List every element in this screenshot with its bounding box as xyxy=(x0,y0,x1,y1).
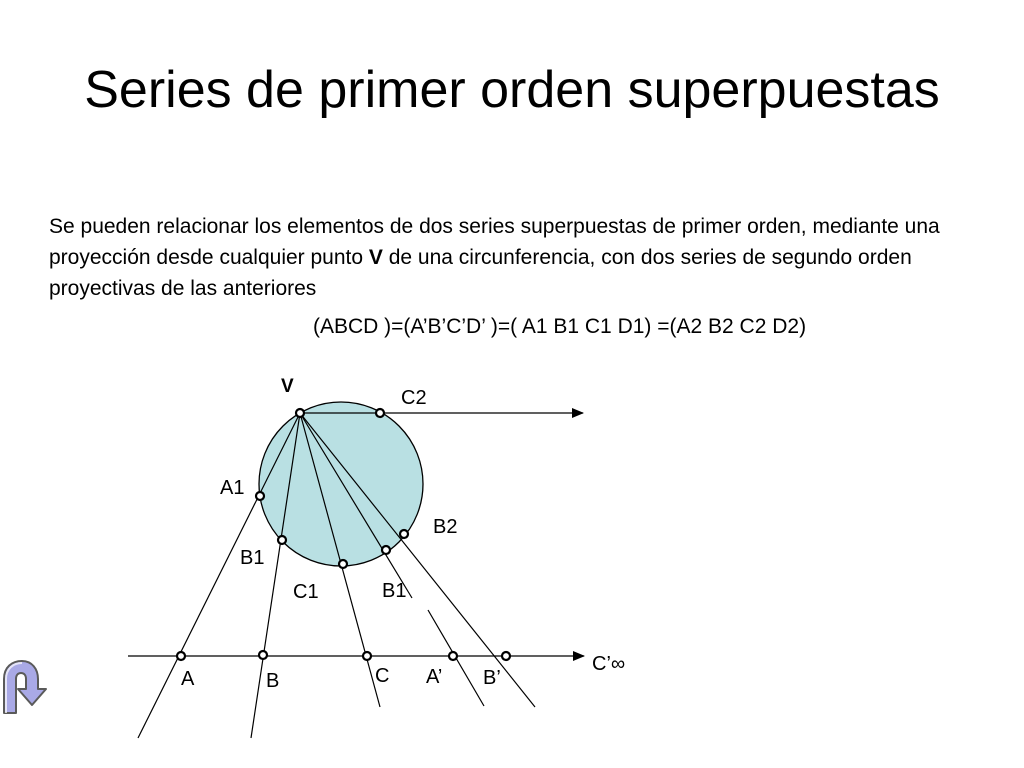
return-arrow-icon xyxy=(0,655,52,721)
point-c xyxy=(363,652,371,660)
label-a: A xyxy=(181,668,195,690)
paragraph-text-1: Se pueden relacionar los elementos de dos series superpuestas de primer orden, mediante una proyección desde cualquier punto xyxy=(49,215,940,269)
point-b1-left xyxy=(278,536,286,544)
point-a xyxy=(177,652,185,660)
point-b-prime xyxy=(502,652,510,660)
label-a1: A1 xyxy=(220,477,245,499)
label-c: C xyxy=(375,665,390,687)
label-b1-right: B1 xyxy=(382,580,407,602)
point-a1 xyxy=(256,492,264,500)
point-v xyxy=(296,409,304,417)
label-b: B xyxy=(266,670,280,692)
paragraph-bold-v: V xyxy=(368,246,383,269)
label-v: V xyxy=(281,376,294,397)
label-a-prime: A’ xyxy=(426,666,443,688)
cross-ratio-formula: (ABCD )=(A’B’C’D’ )=( A1 B1 C1 D1) =(A2 B2 C2 D2) xyxy=(313,315,807,338)
slide-title: Series de primer orden superpuestas xyxy=(84,61,940,119)
paragraph-text-2: de una circunferencia, con dos series de segundo orden proyectivas de las anteriores xyxy=(49,246,912,300)
point-a-prime xyxy=(449,652,457,660)
label-c2: C2 xyxy=(401,387,427,409)
label-b-prime: B’ xyxy=(483,667,501,689)
point-b1-right xyxy=(382,546,390,554)
label-b2: B2 xyxy=(433,516,458,538)
point-c1 xyxy=(339,560,347,568)
point-b2 xyxy=(400,530,408,538)
point-c2 xyxy=(376,409,384,417)
return-nav-button[interactable] xyxy=(0,655,52,721)
label-c1: C1 xyxy=(293,581,319,603)
label-c-infinity: C’∞ xyxy=(592,653,626,675)
label-b1-left: B1 xyxy=(240,547,265,569)
point-b xyxy=(259,651,267,659)
